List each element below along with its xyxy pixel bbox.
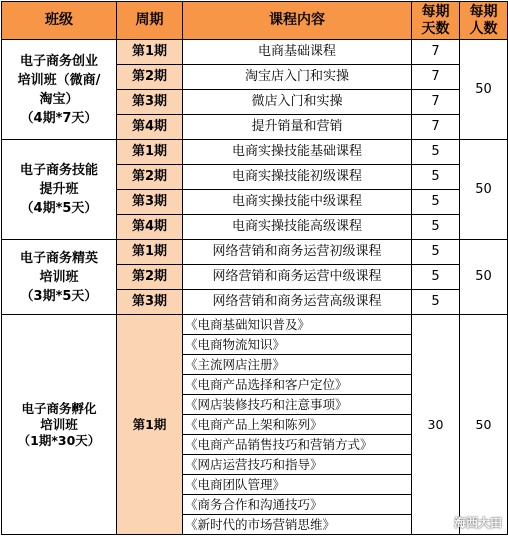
days-cell: 5 <box>412 215 460 240</box>
table-row <box>2 40 508 65</box>
period-cell: 第3期 <box>117 90 183 115</box>
course-content: 《电商产品销售技巧和营销方式》 <box>183 435 412 455</box>
class-name-skills: 电子商务技能 提升班 （4期*5天） <box>2 140 117 240</box>
days-cell: 5 <box>412 240 460 265</box>
course-content: 电商实操技能中级课程 <box>183 190 412 215</box>
class-name-elite: 电子商务精英 培训班 （3期*5天） <box>2 240 117 315</box>
period-cell: 第4期 <box>117 115 183 140</box>
period-cell: 第1期 <box>117 315 183 535</box>
course-content: 《电商产品上架和陈列》 <box>183 415 412 435</box>
days-cell: 30 <box>412 315 460 535</box>
days-cell: 5 <box>412 265 460 290</box>
course-content: 电商实操技能基础课程 <box>183 140 412 165</box>
people-cell: 50 <box>460 140 508 240</box>
header-days: 每期 天数 <box>412 2 460 40</box>
header-class: 班级 <box>2 2 117 40</box>
days-cell: 7 <box>412 90 460 115</box>
course-content: 《电商产品选择和客户定位》 <box>183 375 412 395</box>
course-content: 网络营销和商务运营高级课程 <box>183 290 412 315</box>
course-content: 微店入门和实操 <box>183 90 412 115</box>
days-cell: 7 <box>412 115 460 140</box>
course-content: 《电商基础知识普及》 <box>183 315 412 335</box>
course-content: 淘宝店入门和实操 <box>183 65 412 90</box>
period-cell: 第1期 <box>117 40 183 65</box>
days-cell: 5 <box>412 165 460 190</box>
watermark-text: 海西大田 <box>453 516 502 530</box>
course-content: 电商实操技能高级课程 <box>183 215 412 240</box>
period-cell: 第2期 <box>117 165 183 190</box>
days-cell: 7 <box>412 40 460 65</box>
period-cell: 第2期 <box>117 65 183 90</box>
course-content: 网络营销和商务运营中级课程 <box>183 265 412 290</box>
period-cell: 第3期 <box>117 290 183 315</box>
class-name-incubator: 电子商务孵化 培训班 （1期*30天） <box>2 315 117 535</box>
days-cell: 5 <box>412 290 460 315</box>
people-cell: 50 <box>460 40 508 140</box>
watermark <box>432 514 502 531</box>
course-content: 《网店装修技巧和注意事项》 <box>183 395 412 415</box>
course-content: 提升销量和营销 <box>183 115 412 140</box>
people-cell: 50 <box>460 315 508 535</box>
course-content: 《电商团队管理》 <box>183 475 412 495</box>
people-cell: 50 <box>460 240 508 315</box>
days-cell: 5 <box>412 140 460 165</box>
header-content: 课程内容 <box>183 2 412 40</box>
table-row <box>2 140 508 165</box>
course-content: 电商基础课程 <box>183 40 412 65</box>
course-table <box>1 1 508 535</box>
period-cell: 第1期 <box>117 240 183 265</box>
class-name-startup: 电子商务创业 培训班（微商/ 淘宝） （4期*7天） <box>2 40 117 140</box>
days-cell: 5 <box>412 190 460 215</box>
course-content: 网络营销和商务运营初级课程 <box>183 240 412 265</box>
period-cell: 第3期 <box>117 190 183 215</box>
period-cell: 第1期 <box>117 140 183 165</box>
course-content: 《新时代的市场营销思维》 <box>183 515 412 535</box>
course-content: 《网店运营技巧和指导》 <box>183 455 412 475</box>
table-row <box>2 315 508 335</box>
header-row <box>2 2 508 40</box>
header-period: 周期 <box>117 2 183 40</box>
table-row <box>2 240 508 265</box>
days-cell: 7 <box>412 65 460 90</box>
header-people: 每期 人数 <box>460 2 508 40</box>
course-content: 《商务合作和沟通技巧》 <box>183 495 412 515</box>
period-cell: 第2期 <box>117 265 183 290</box>
course-content: 《电商物流知识》 <box>183 335 412 355</box>
wechat-icon <box>432 516 450 530</box>
course-content: 电商实操技能初级课程 <box>183 165 412 190</box>
period-cell: 第4期 <box>117 215 183 240</box>
course-content: 《主流网店注册》 <box>183 355 412 375</box>
